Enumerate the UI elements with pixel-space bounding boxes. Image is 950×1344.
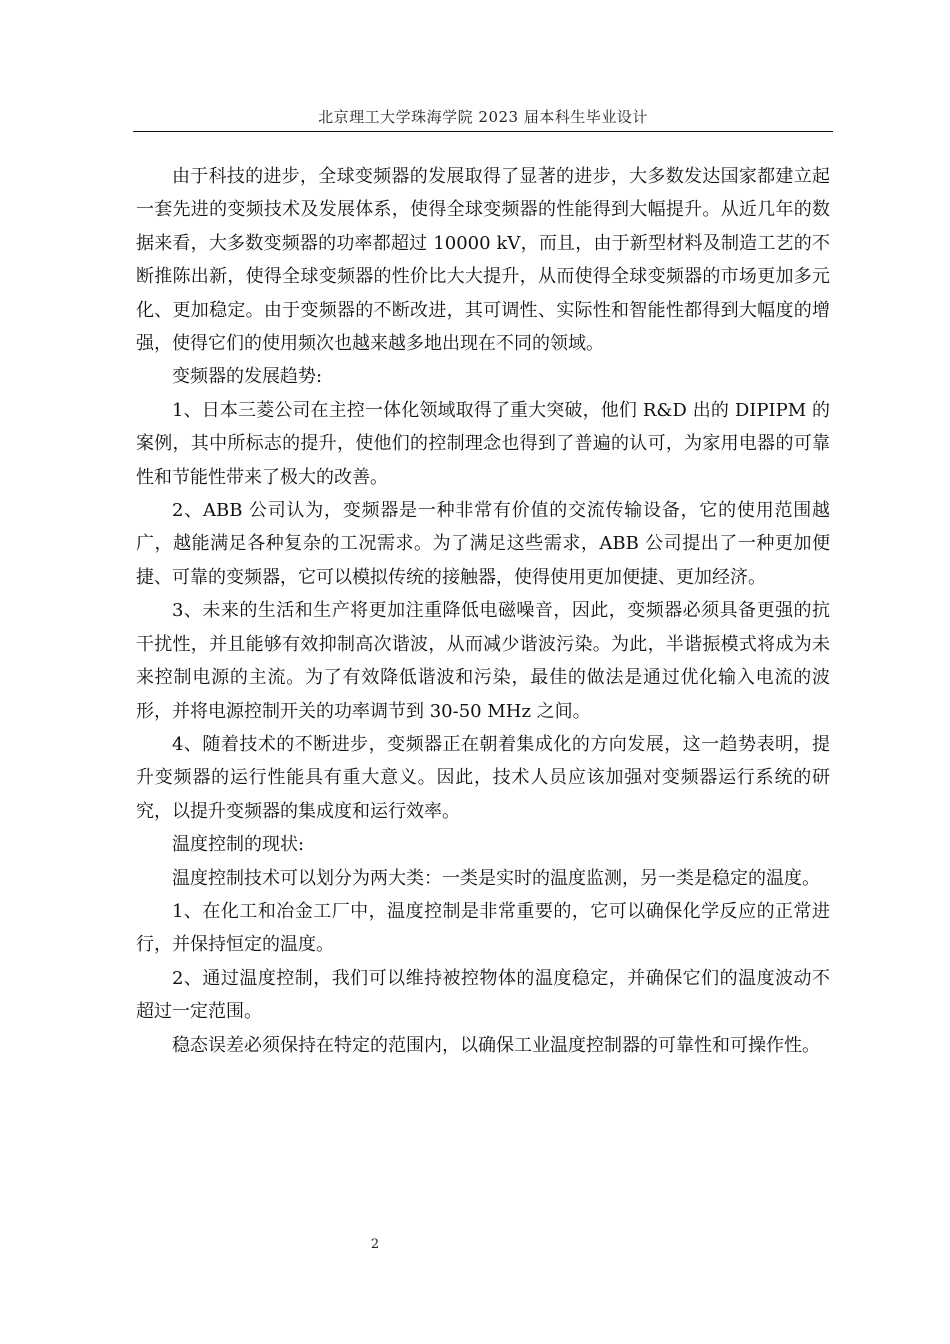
header-divider <box>133 131 833 132</box>
paragraph-temperature-heading: 温度控制的现状: <box>172 834 305 856</box>
paragraph-global-development: 由于科技的进步，全球变频器的发展取得了显著的进步，大多数发达国家都建立起一套先进的变频技术及发展体系，使得全球变频器的性能得到大幅提升。从近几年的数据来看，大多数变频器的功率都超过 10000 kV，而且，由于新型材料及制造工艺的不断推陈出新，使得全球变频器的性价比大大提升，从而使得全球变频器的市场更加多元化、更加稳定。由于变频器的不断改进，其可调性、实际性和智能性都得到大幅度的增强，使得它们的使用频次也越来越多地出现在不同的领域。 <box>136 166 830 355</box>
paragraph-trend-mitsubishi: 1、日本三菱公司在主控一体化领域取得了重大突破，他们 R&D 出的 DIPIPM 的案例，其中所标志的提升，使他们的控制理念也得到了普遍的认可，为家用电器的可靠性和节能性带来了极大的改善。 <box>136 399 830 488</box>
paragraph-trend-integration: 4、随着技术的不断进步，变频器正在朝着集成化的方向发展，这一趋势表明，提升变频器的运行性能具有重大意义。因此，技术人员应该加强对变频器运行系统的研究，以提升变频器的集成度和运行效率。 <box>136 733 830 822</box>
paragraph-temperature-categories: 温度控制技术可以划分为两大类：一类是实时的温度监测，另一类是稳定的温度。 <box>172 867 820 889</box>
paragraph-steady-state-error: 稳态误差必须保持在特定的范围内，以确保工业温度控制器的可靠性和可操作性。 <box>172 1034 820 1056</box>
paragraph-trend-noise: 3、未来的生活和生产将更加注重降低电磁噪音，因此，变频器必须具备更强的抗干扰性，并且能够有效抑制高次谐波，从而减少谐波污染。为此，半谐振模式将成为未来控制电源的主流。为了有效降低谐波和污染，最佳的做法是通过优化输入电流的波形，并将电源控制开关的功率调节到 30-50 MHz 之间。 <box>136 600 830 722</box>
page-number: 2 <box>370 1237 380 1252</box>
paragraph-trend-heading: 变频器的发展趋势: <box>172 366 323 388</box>
paragraph-temperature-chemical: 1、在化工和冶金工厂中，温度控制是非常重要的，它可以确保化学反应的正常进行，并保持恒定的温度。 <box>136 900 830 956</box>
page-header-title: 北京理工大学珠海学院 2023 届本科生毕业设计 <box>318 108 648 126</box>
paragraph-temperature-stability: 2、通过温度控制，我们可以维持被控物体的温度稳定，并确保它们的温度波动不超过一定范围。 <box>136 967 830 1023</box>
paragraph-trend-abb: 2、ABB 公司认为，变频器是一种非常有价值的交流传输设备，它的使用范围越广，越能满足各种复杂的工况需求。为了满足这些需求，ABB 公司提出了一种更加便捷、可靠的变频器，它可以模拟传统的接触器，使得使用更加便捷、更加经济。 <box>136 500 830 588</box>
body-text <box>136 160 830 1062</box>
